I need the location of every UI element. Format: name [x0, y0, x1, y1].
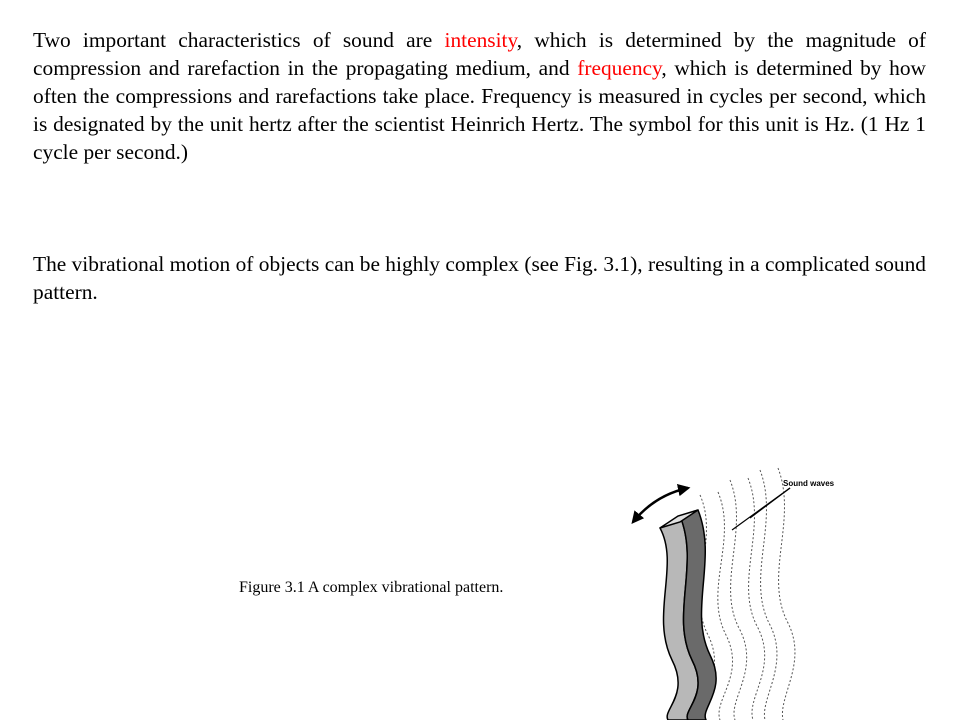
- vibrating-plate: [660, 510, 716, 720]
- sound-waves-label: Sound waves: [783, 479, 835, 488]
- paragraph1-part1: Two important characteristics of sound are: [33, 28, 445, 52]
- paragraph1-part2: , which is determined by the magnitude of compression and rarefaction in the propagating medium, and: [33, 28, 926, 80]
- paragraph-intensity-frequency: [33, 26, 926, 166]
- vibrating-object-figure: [600, 450, 920, 720]
- paragraph1-part3: , which is determined by how often the compressions and rarefactions take place. Frequency is measured in cycles per second, which is designated by the unit hertz after the scientist Heinrich Hertz. The symbol for this unit is Hz. (1 Hz 1 cycle per second.): [33, 56, 926, 164]
- term-intensity: intensity: [444, 28, 517, 52]
- figure-caption: Figure 3.1 A complex vibrational pattern.: [239, 579, 504, 596]
- term-frequency: frequency: [577, 56, 662, 80]
- label-pointer-lines: [732, 488, 790, 530]
- paragraph-vibrational-motion: The vibrational motion of objects can be highly complex (see Fig. 3.1), resulting in a complicated sound pattern.: [33, 252, 926, 304]
